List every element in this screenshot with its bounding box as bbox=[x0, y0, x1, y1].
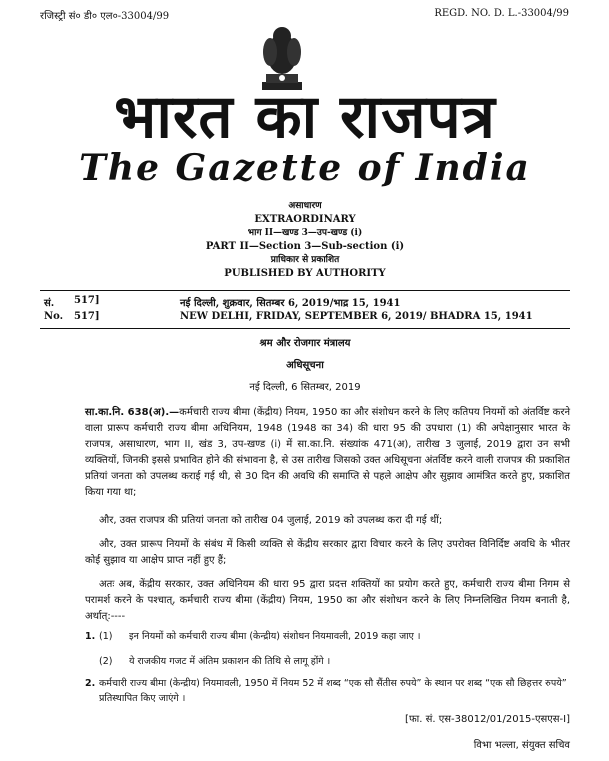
extraordinary-hindi: असाधारण bbox=[288, 201, 322, 211]
authority-english: PUBLISHED BY AUTHORITY bbox=[224, 268, 386, 279]
rule-1-1-text: इन नियमों को कर्मचारी राज्य बीमा (केन्द्रीय) संशोधन नियमावली, 2019 कहा जाए । bbox=[129, 631, 421, 642]
file-number: [फा. सं. एस-38012/01/2015-एसएस-I] bbox=[405, 714, 570, 725]
registration-number-hindi: रजिस्ट्री सं० डी० एल०-33004/99 bbox=[40, 11, 170, 22]
paragraph-2: और, उक्त राजपत्र की प्रतियां जनता को तारीख 04 जुलाई, 2019 को उपलब्ध करा दी गई थीं; bbox=[99, 515, 443, 526]
issue-label-hindi: सं. bbox=[44, 298, 55, 309]
dateline-english: NEW DELHI, FRIDAY, SEPTEMBER 6, 2019/ BHADRA 15, 1941 bbox=[180, 311, 533, 322]
ministry-name: श्रम और रोजगार मंत्रालय bbox=[259, 338, 351, 349]
issue-number-english: 517] bbox=[74, 311, 100, 322]
rule-2-text: कर्मचारी राज्य बीमा (केन्द्रीय) नियमावली, 1950 में नियम 52 में शब्द “एक सौ सैंतीस रुपये” के स्थान पर शब्द “एक सौ छिहत्तर रुपये” प्रतिस्थापित किए जाएंगे । bbox=[99, 678, 567, 704]
notification-date: नई दिल्ली, 6 सितम्बर, 2019 bbox=[249, 382, 361, 393]
registration-number-english: REGD. NO. D. L.-33004/99 bbox=[434, 8, 569, 19]
issue-number-hindi: 517] bbox=[74, 295, 100, 306]
rule-2-number: 2. bbox=[85, 678, 96, 689]
paragraph-3: और, उक्त प्रारूप नियमों के संबंध में किसी व्यक्ति से केंद्रीय सरकार द्वारा विचार करने के लिए उपरोक्त विनिर्दिष्ट अवधि के भीतर कोई सुझाव या आक्षेप प्राप्त नहीं हुए हैं; bbox=[85, 539, 570, 566]
paragraph-1-text: कर्मचारी राज्य बीमा (केंद्रीय) नियम, 1950 का और संशोधन करने के लिए कतिपय नियमों को अंतर्विष्ट करने वाला प्रारूप कर्मचारी राज्य बीमा अधिनियम, 1948 (1948 का 34) की धारा 95 की उपधारा (1) की अपेक्षानुसार भारत के राजपत्र, असाधारण, भाग II, खंड 3, उप-खण्ड (i) में सा.का.नि. संख्यांक 471(अ), तारीख 3 जुलाई, 2019 द्वारा उन सभी व्यक्तियों, जिनकी इससे प्रभावित होने की संभावना है, से उस तारीख जिसको उक्त अधिसूचना अंतर्विष्ट करने वाली राजपत्र की प्रकाशित प्रतियां जनता को उपलब्ध कराई गई थी, से 30 दिन की अवधि की समाप्ति से पहले आक्षेप और सुझाव आमंत्रित करते हुए, प्रकाशित किया गया था; bbox=[85, 407, 570, 498]
gsr-reference: सा.का.नि. 638(अ).— bbox=[85, 407, 180, 418]
rule-1-2-sub: (2) bbox=[99, 656, 113, 667]
masthead-hindi: भारत का राजपत्र bbox=[114, 82, 496, 152]
masthead-english: The Gazette of India bbox=[79, 147, 531, 189]
dateline-hindi: नई दिल्ली, शुक्रवार, सितम्बर 6, 2019/भाद्र 15, 1941 bbox=[180, 298, 401, 309]
paragraph-4: अतः अब, केंद्रीय सरकार, उक्त अधिनियम की धारा 95 द्वारा प्रदत्त शक्तियों का प्रयोग करते हुए, कर्मचारी राज्य बीमा निगम से परामर्श करने के पश्चात्, कर्मचारी राज्य बीमा (केंद्रीय) नियम, 1950 का और संशोधन करने के लिए निम्नलिखित नियम बनाती है, अर्थात्:---- bbox=[85, 579, 570, 622]
authority-hindi: प्राधिकार से प्रकाशित bbox=[270, 255, 340, 265]
rule-2 bbox=[85, 676, 570, 706]
part-hindi: भाग II—खण्ड 3—उप-खण्ड (i) bbox=[247, 228, 363, 238]
part-english: PART II—Section 3—Sub-section (i) bbox=[205, 241, 405, 252]
rule-1-number: 1. bbox=[85, 631, 96, 642]
rule-1-2-text: ये राजकीय गजट में अंतिम प्रकाशन की तिथि से लागू होंगे । bbox=[129, 656, 331, 667]
notification-title: अधिसूचना bbox=[286, 360, 324, 371]
signatory: विभा भल्ला, संयुक्त सचिव bbox=[473, 740, 570, 751]
issue-label-english: No. bbox=[44, 311, 64, 322]
divider bbox=[40, 328, 570, 329]
rule-1-1-sub: (1) bbox=[99, 631, 113, 642]
divider bbox=[40, 290, 570, 291]
extraordinary-english: EXTRAORDINARY bbox=[254, 214, 356, 225]
paragraph-1 bbox=[85, 405, 570, 501]
